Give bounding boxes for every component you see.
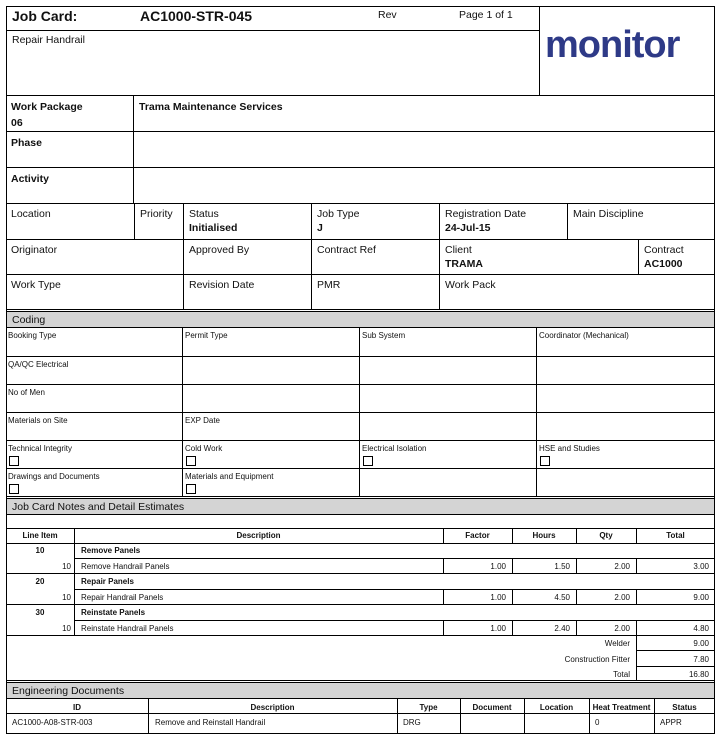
- priority-cell: [135, 204, 184, 240]
- estimate-sub-hours: 2.40: [554, 624, 570, 633]
- estimate-sub-line: 10: [62, 624, 71, 633]
- summary-total-label: Total: [613, 670, 630, 679]
- estimate-sub-factor: 1.00: [490, 624, 506, 633]
- estimate-sub-desc: Remove Handrail Panels: [81, 562, 170, 571]
- monitor-logo: monitor: [545, 24, 680, 66]
- estimate-group-line: 20: [35, 577, 45, 586]
- revision-date-label: Revision Date: [189, 279, 255, 291]
- eng-th-location: Location: [539, 703, 574, 712]
- summary-total-value: 16.80: [688, 670, 709, 679]
- registration-date-cell: [440, 204, 568, 240]
- qa-qc-cell: [6, 357, 183, 385]
- th-total: Total: [666, 531, 685, 540]
- eng-th-type: Type: [419, 703, 438, 712]
- coding-empty-cell: [537, 469, 715, 497]
- eng-doc-location: [527, 715, 533, 718]
- work-package-org-cell: [134, 96, 715, 132]
- eng-docs-section-header: Engineering Documents: [6, 682, 715, 699]
- estimate-sub-qty: 2.00: [614, 593, 630, 602]
- estimate-sub-desc: Reinstate Handrail Panels: [81, 624, 174, 633]
- materials-equipment-cell: [183, 469, 360, 497]
- rev-label: Rev: [378, 9, 397, 21]
- registration-date-value: 24-Jul-15: [445, 222, 491, 234]
- drawings-docs-cell: [6, 469, 183, 497]
- work-package-org: Trama Maintenance Services: [139, 101, 283, 113]
- work-type-label: Work Type: [11, 279, 61, 291]
- work-type-cell: [6, 275, 184, 310]
- eng-th-id: ID: [73, 703, 81, 712]
- contract-cell: [639, 240, 715, 275]
- estimate-sub-desc: Repair Handrail Panels: [81, 593, 164, 602]
- work-package-cell: [6, 96, 134, 132]
- no-of-men-cell: [6, 385, 183, 413]
- eng-doc-document: [463, 715, 469, 718]
- page-info: Page 1 of 1: [459, 9, 513, 21]
- job-description: Repair Handrail: [12, 34, 85, 46]
- coding-empty-cell: [360, 469, 537, 497]
- permit-type-cell: [183, 328, 360, 357]
- cold-work-checkbox[interactable]: [186, 456, 196, 466]
- eng-th-document: Document: [472, 703, 512, 712]
- coding-empty-cell: [537, 413, 715, 441]
- th-factor: Factor: [465, 531, 490, 540]
- pmr-label: PMR: [317, 279, 341, 291]
- job-type-value: J: [317, 222, 323, 234]
- originator-label: Originator: [11, 244, 58, 256]
- no-of-men-label: No of Men: [8, 388, 45, 397]
- coding-empty-cell: [537, 357, 715, 385]
- contract-label: Contract: [644, 244, 684, 256]
- priority-label: Priority: [140, 208, 173, 220]
- eng-doc-description: Remove and Reinstall Handrail: [155, 718, 266, 727]
- estimate-group-title: Remove Panels: [81, 546, 141, 555]
- cold-work-cell: [183, 441, 360, 469]
- th-hours: Hours: [532, 531, 556, 540]
- materials-equipment-checkbox[interactable]: [186, 484, 196, 494]
- sub-system-label: Sub System: [362, 331, 406, 340]
- phase-value-cell: [134, 132, 715, 168]
- pmr-cell: [312, 275, 440, 310]
- summary-fitter-label: Construction Fitter: [564, 655, 630, 664]
- status-cell: [184, 204, 312, 240]
- revision-date-cell: [184, 275, 312, 310]
- coding-section-header: Coding: [6, 311, 715, 328]
- activity-label: Activity: [11, 173, 49, 185]
- estimates-section-header: Job Card Notes and Detail Estimates: [6, 498, 715, 515]
- contract-value: AC1000: [644, 258, 683, 270]
- eng-doc-heat-treatment: 0: [595, 718, 600, 727]
- estimate-sub-hours: 1.50: [554, 562, 570, 571]
- estimate-sub-total: 4.80: [693, 624, 709, 633]
- status-value: Initialised: [189, 222, 238, 234]
- estimate-group-line: 30: [35, 608, 45, 617]
- eng-th-status: Status: [672, 703, 697, 712]
- summary-fitter-value: 7.80: [693, 655, 709, 664]
- work-pack-label: Work Pack: [445, 279, 496, 291]
- client-value: TRAMA: [445, 258, 483, 270]
- coordinator-label: Coordinator (Mechanical): [539, 331, 629, 340]
- exp-date-cell: [183, 413, 360, 441]
- electrical-isolation-label: Electrical Isolation: [362, 444, 427, 453]
- summary-welder-label: Welder: [604, 639, 630, 648]
- hse-studies-checkbox[interactable]: [540, 456, 550, 466]
- estimate-sub-qty: 2.00: [614, 624, 630, 633]
- eng-th-heat-treatment: Heat Treatment: [592, 703, 651, 712]
- activity-cell: [6, 168, 134, 204]
- technical-integrity-cell: [6, 441, 183, 469]
- eng-th-description: Description: [250, 703, 295, 712]
- eng-doc-status: APPR: [660, 718, 682, 727]
- cold-work-label: Cold Work: [185, 444, 223, 453]
- coding-empty-cell: [360, 357, 537, 385]
- main-discipline-label: Main Discipline: [573, 208, 644, 220]
- th-qty: Qty: [599, 531, 613, 540]
- coding-empty-cell: [537, 385, 715, 413]
- coordinator-cell: [537, 328, 715, 357]
- sub-system-cell: [360, 328, 537, 357]
- contract-ref-label: Contract Ref: [317, 244, 376, 256]
- location-label: Location: [11, 208, 51, 220]
- booking-type-cell: [6, 328, 183, 357]
- estimate-sub-hours: 4.50: [554, 593, 570, 602]
- permit-type-label: Permit Type: [185, 331, 228, 340]
- materials-on-site-cell: [6, 413, 183, 441]
- originator-cell: [6, 240, 184, 275]
- electrical-isolation-cell: [360, 441, 537, 469]
- job-card-number: AC1000-STR-045: [140, 8, 253, 24]
- client-label: Client: [445, 244, 472, 256]
- job-card-label: Job Card:: [12, 8, 78, 24]
- technical-integrity-checkbox[interactable]: [9, 456, 19, 466]
- drawings-docs-checkbox[interactable]: [9, 484, 19, 494]
- contract-ref-cell: [312, 240, 440, 275]
- status-label: Status: [189, 208, 219, 220]
- estimate-sub-line: 10: [62, 562, 71, 571]
- activity-value-cell: [134, 168, 715, 204]
- client-cell: [440, 240, 639, 275]
- coding-empty-cell: [183, 357, 360, 385]
- work-pack-cell: [440, 275, 715, 310]
- approved-by-cell: [184, 240, 312, 275]
- drawings-docs-label: Drawings and Documents: [8, 472, 100, 481]
- eng-doc-id: AC1000-A08-STR-003: [12, 718, 93, 727]
- booking-type-label: Booking Type: [8, 331, 57, 340]
- coding-empty-cell: [183, 385, 360, 413]
- materials-equipment-label: Materials and Equipment: [185, 472, 274, 481]
- summary-welder-value: 9.00: [693, 639, 709, 648]
- th-line-item: Line Item: [22, 531, 58, 540]
- job-type-label: Job Type: [317, 208, 360, 220]
- coding-empty-cell: [360, 385, 537, 413]
- technical-integrity-label: Technical Integrity: [8, 444, 73, 453]
- estimate-group-line: 10: [35, 546, 45, 555]
- estimate-sub-total: 9.00: [693, 593, 709, 602]
- electrical-isolation-checkbox[interactable]: [363, 456, 373, 466]
- registration-date-label: Registration Date: [445, 208, 527, 220]
- exp-date-label: EXP Date: [185, 416, 220, 425]
- qa-qc-label: QA/QC Electrical: [8, 360, 69, 369]
- work-package-value: 06: [11, 117, 23, 129]
- estimate-group-title: Repair Panels: [81, 577, 134, 586]
- estimate-sub-factor: 1.00: [490, 562, 506, 571]
- hse-studies-cell: [537, 441, 715, 469]
- phase-cell: [6, 132, 134, 168]
- approved-by-label: Approved By: [189, 244, 250, 256]
- coding-empty-cell: [360, 413, 537, 441]
- hse-studies-label: HSE and Studies: [539, 444, 600, 453]
- job-type-cell: [312, 204, 440, 240]
- estimate-sub-total: 3.00: [693, 562, 709, 571]
- estimate-sub-qty: 2.00: [614, 562, 630, 571]
- main-discipline-cell: [568, 204, 715, 240]
- location-cell: [6, 204, 135, 240]
- estimate-group-title: Reinstate Panels: [81, 608, 146, 617]
- phase-label: Phase: [11, 137, 42, 149]
- eng-doc-type: DRG: [403, 718, 421, 727]
- th-description: Description: [236, 531, 281, 540]
- estimate-sub-factor: 1.00: [490, 593, 506, 602]
- materials-on-site-label: Materials on Site: [8, 416, 68, 425]
- estimate-sub-line: 10: [62, 593, 71, 602]
- work-package-label: Work Package: [11, 101, 83, 113]
